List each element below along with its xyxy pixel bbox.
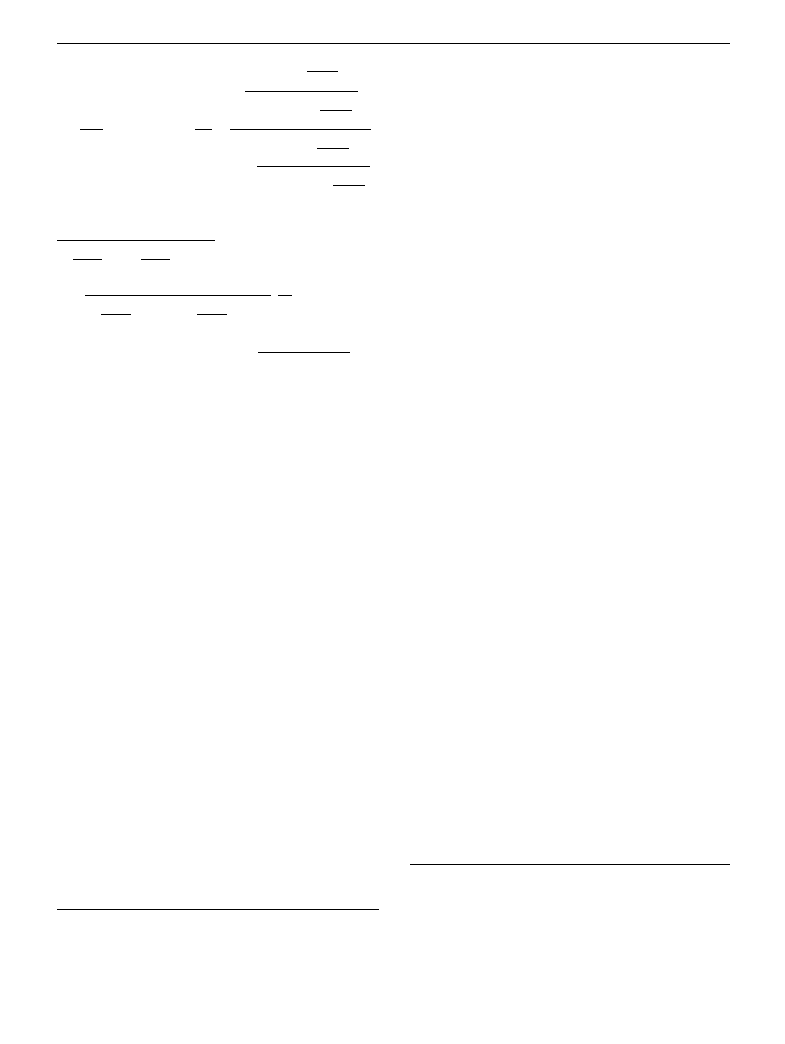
fraction-bar	[257, 166, 370, 167]
fraction-bar	[317, 148, 349, 149]
left-column-footnote-rule	[57, 909, 379, 910]
right-column-footnote-rule	[410, 864, 730, 865]
fraction-bar	[141, 259, 170, 260]
fraction-bar	[278, 295, 292, 296]
fraction-bar	[307, 71, 338, 72]
fraction-bar	[73, 259, 102, 260]
fraction-bar	[333, 185, 365, 186]
fraction-bar	[57, 240, 215, 241]
fraction-bar	[101, 314, 131, 315]
fraction-bar	[85, 295, 271, 296]
fraction-bar	[258, 352, 350, 353]
fraction-bar	[195, 129, 212, 130]
header-rule	[57, 43, 730, 44]
fraction-bar	[320, 110, 352, 111]
fraction-bar	[230, 129, 371, 130]
fraction-bar	[197, 314, 227, 315]
fraction-bar	[80, 129, 103, 130]
fraction-bar	[245, 91, 358, 92]
